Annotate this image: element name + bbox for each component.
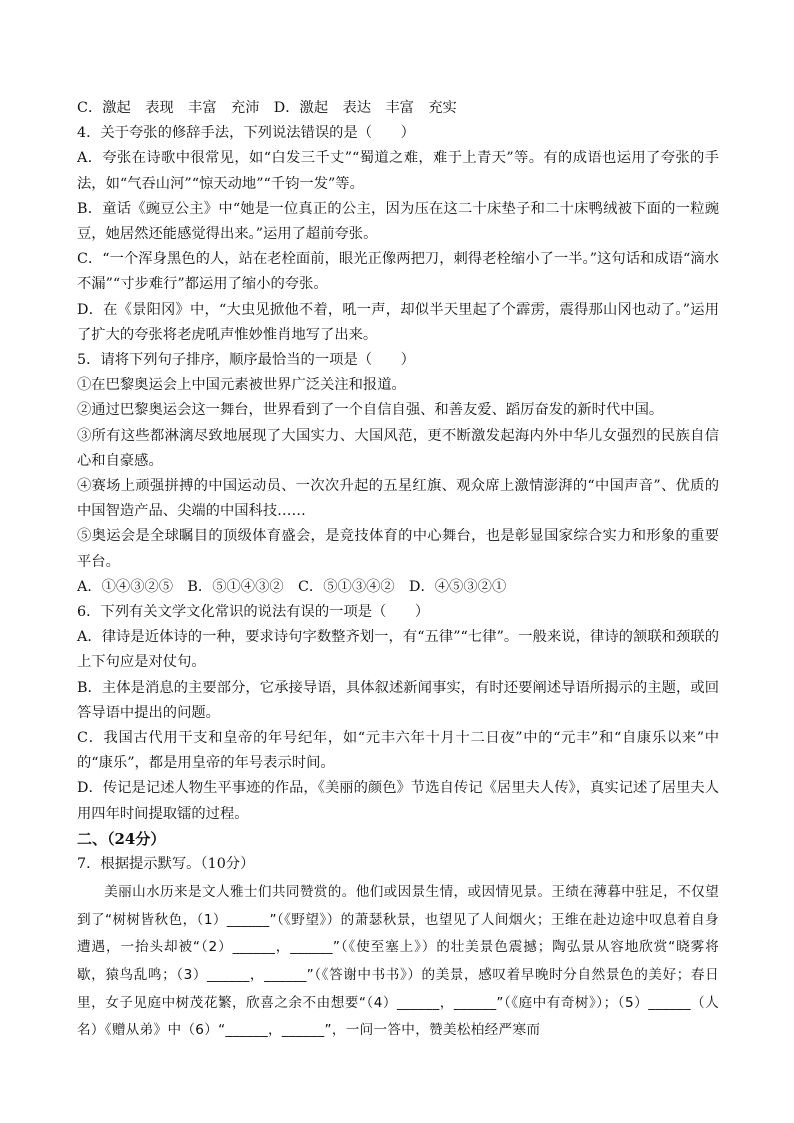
q6-option-a: A．律诗是近体诗的一种，要求诗句字数整齐划一，有“五律”“七律”。一般来说，律诗的颔联和颈联的上下句应是对仗句。 <box>77 629 719 671</box>
q5-stem: 5．请将下列句子排序，顺序最恰当的一项是（ ） <box>77 352 415 369</box>
q4-option-c: C．“一个浑身黑色的人，站在老栓面前，眼光正像两把刀，刺得老栓缩小了一半。”这句话和成语“滴水不漏”“寸步难行”都运用了缩小的夸张。 <box>77 251 719 293</box>
q4-stem: 4．关于夸张的修辞手法，下列说法错误的是（ ） <box>77 125 415 142</box>
q4-option-a: A．夸张在诗歌中很常见，如“白发三千丈”“蜀道之难，难于上青天”等。有的成语也运用了夸张的手法，如“气吞山河”“惊天动地”“千钧一发”等。 <box>77 150 719 192</box>
q7-stem: 7．根据提示默写。（10分） <box>77 856 255 873</box>
q6-stem: 6．下列有关文学文化常识的说法有误的一项是（ ） <box>77 604 430 621</box>
section-2-heading: 二、（24分） <box>77 829 166 848</box>
q3-options-cd: C．激起 表现 丰富 充沛 D．激起 表达 丰富 充实 <box>77 100 457 116</box>
q5-sentence-4: ④赛场上顽强拼搏的中国运动员、一次次升起的五星红旗、观众席上激情澎湃的“中国声音”、优质的中国智造产品、尖端的中国科技…… <box>77 478 719 520</box>
exam-page <box>77 96 719 1045</box>
q5-sentence-3: ③所有这些都淋漓尽致地展现了大国实力、大国风范，更不断激发起海内外中华儿女强烈的民族自信心和自豪感。 <box>77 427 719 469</box>
q5-sentence-1: ①在巴黎奥运会上中国元素被世界广泛关注和报道。 <box>77 377 406 394</box>
q5-sentence-2: ②通过巴黎奥运会这一舞台，世界看到了一个自信自强、和善友爱、蹈厉奋发的新时代中国。 <box>77 402 664 419</box>
q5-sentence-5: ⑤奥运会是全球瞩目的顶级体育盛会，是竞技体育的中心舞台，也是彰显国家综合实力和形象的重要平台。 <box>77 528 719 570</box>
q6-option-b: B．主体是消息的主要部分，它承接导语，具体叙述新闻事实，有时还要阐述导语所揭示的主题，或回答导语中提出的问题。 <box>77 679 719 721</box>
q4-option-b: B．童话《豌豆公主》中“她是一位真正的公主，因为压在这二十床垫子和二十床鸭绒被下面的一粒豌豆，她居然还能感觉得出来。”运用了超前夸张。 <box>77 200 719 243</box>
q7-passage: 美丽山水历来是文人雅士们共同赞赏的。他们或因景生情，或因情见景。王绩在薄暮中驻足，不仅望到了“树树皆秋色，（1）______”（《野望》）的萧瑟秋景，也望见了人间烟火；王维在赴边途中叹息着自身遭遇，一抬头却被“（2）______，______”（《使至塞上》）的壮美景色震撼；陶弘景从容地欣赏“晓雾将歇，猿鸟乱鸣；（3）______，______”（《答谢中书书》）的美景，感叹着早晚时分自然景色的美好；春日里，女子见庭中树茂花繁，欣喜之余不由想要“（4）______，______”（《庭中有奇树》）；（5）______（人名）《赠从弟》中（6）“______，______”，一问一答中，赞美松柏经严寒而 <box>77 884 719 1039</box>
q4-option-d: D．在《景阳冈》中，“大虫见掀他不着，吼一声，却似半天里起了个霹雳，震得那山冈也动了。”运用了扩大的夸张将老虎吼声惟妙惟肖地写了出来。 <box>77 301 719 343</box>
q5-options: A．①④③②⑤ B．⑤①④③② C．⑤①③④② D．④⑤③②① <box>77 578 507 595</box>
q6-option-c: C．我国古代用干支和皇帝的年号纪年，如“元丰六年十月十二日夜”中的“元丰”和“自康乐以来”中的“康乐”，都是用皇帝的年号表示时间。 <box>77 730 719 772</box>
q6-option-d: D．传记是记述人物生平事迹的作品，《美丽的颜色》节选自传记《居里夫人传》，真实记述了居里夫人用四年时间提取镭的过程。 <box>77 780 719 822</box>
